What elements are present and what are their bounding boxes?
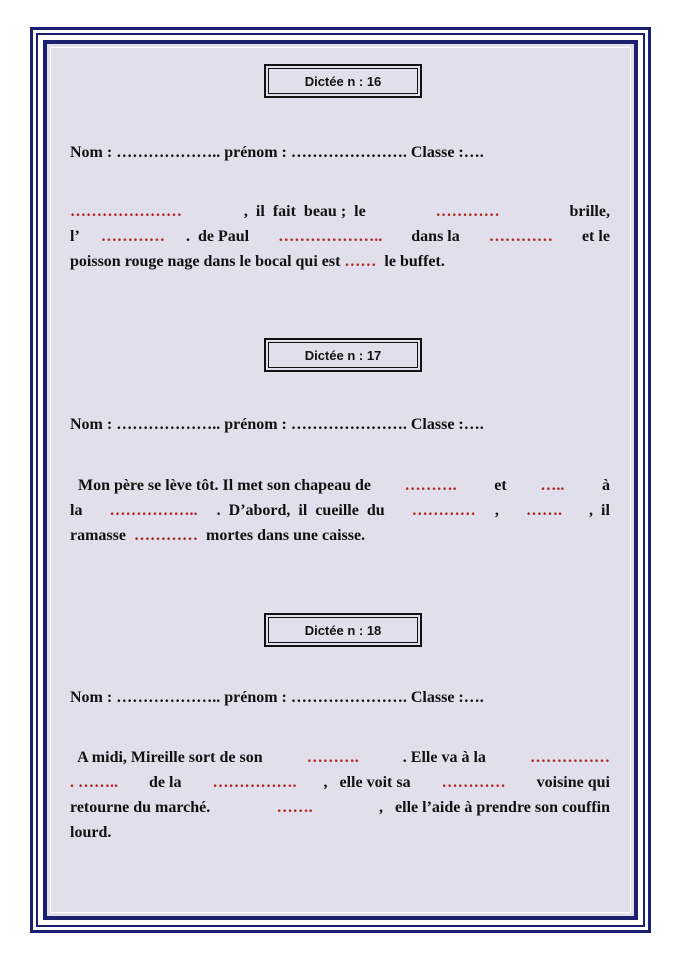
- dictee-18-title: Dictée n : 18: [268, 617, 418, 643]
- dictee-17-line-1: [70, 473, 610, 498]
- dictee-16-paragraph: [70, 199, 610, 274]
- dictee-18-line-1: [70, 745, 610, 770]
- dictee-17-line-2: [70, 498, 610, 523]
- dictation-text: ,: [494, 502, 507, 519]
- dictation-text: . de Paul: [185, 228, 258, 245]
- dictation-text: le buffet.: [376, 253, 445, 270]
- dictation-text: , elle voit sa: [319, 774, 419, 791]
- dictee-17-paragraph: [70, 473, 610, 548]
- dictation-text: et le: [573, 228, 610, 245]
- dictation-text: et: [486, 477, 511, 494]
- blank-gap: …………….: [212, 774, 297, 791]
- dictation-text: retourne du marché.: [70, 799, 215, 816]
- dictee-17-line-3: [70, 523, 610, 548]
- dictation-text: poisson rouge nage dans le bocal qui est: [70, 253, 345, 270]
- dictation-text: dans la: [403, 228, 468, 245]
- dictee-18-line-2: [70, 770, 610, 795]
- dictation-text: . D’abord, il cueille du: [216, 502, 393, 519]
- blank-gap: ……: [344, 253, 377, 270]
- blank-gap: ……………: [529, 749, 610, 766]
- blank-gap: …….: [525, 502, 562, 519]
- dictation-text: brille,: [561, 203, 610, 220]
- blank-gap: ……………..: [109, 502, 198, 519]
- dictation-text: lourd.: [70, 824, 112, 841]
- blank-gap: …………: [435, 203, 500, 220]
- dictee-16-line-3: [70, 249, 610, 274]
- dictation-text: ramasse: [70, 527, 134, 544]
- dictee-16-title-box: [264, 64, 422, 98]
- blank-gap: …………: [411, 502, 476, 519]
- dictee-16-line-1: [70, 199, 610, 224]
- dictation-text: de la: [141, 774, 190, 791]
- dictation-text: à: [594, 477, 610, 494]
- blank-gap: …………………: [70, 203, 182, 220]
- dictation-text: , elle l’aide à prendre son couffin: [375, 799, 610, 816]
- dictee-16-title: Dictée n : 16: [268, 68, 418, 94]
- dictation-text: la: [70, 502, 91, 519]
- blank-gap: ……….: [306, 749, 359, 766]
- dictee-17-name-line: Nom : ……………….. prénom : …………………. Classe :….: [70, 416, 484, 433]
- dictee-17-title: Dictée n : 17: [268, 342, 418, 368]
- dictee-16-line-2: [70, 224, 610, 249]
- blank-gap: ………………..: [278, 228, 383, 245]
- dictation-text: A midi, Mireille sort de son: [70, 749, 267, 766]
- dictee-18-line-4: [70, 820, 610, 845]
- blank-gap: …….: [276, 799, 313, 816]
- dictation-text: Mon père se lève tôt. Il met son chapeau de: [70, 477, 375, 494]
- dictee-17-title-box: [264, 338, 422, 372]
- blank-gap: …………: [100, 228, 165, 245]
- dictation-text: , il: [581, 502, 610, 519]
- dictee-18-paragraph: [70, 745, 610, 845]
- dictee-18-title-box: [264, 613, 422, 647]
- dictation-text: mortes dans une caisse.: [197, 527, 366, 544]
- dictee-18-name-line: Nom : ……………….. prénom : …………………. Classe :….: [70, 689, 484, 706]
- blank-gap: …..: [540, 477, 565, 494]
- dictation-text: . Elle va à la: [398, 749, 490, 766]
- dictee-18-line-3: [70, 795, 610, 820]
- dictee-16-name-line: Nom : ……………….. prénom : …………………. Classe :….: [70, 144, 484, 161]
- dictation-text: l’: [70, 228, 80, 245]
- dictation-text: , il fait beau ; le: [243, 203, 374, 220]
- blank-gap: …………: [488, 228, 553, 245]
- blank-gap: . ……..: [70, 774, 118, 791]
- blank-gap: ……….: [404, 477, 457, 494]
- dictation-text: voisine qui: [528, 774, 610, 791]
- blank-gap: …………: [133, 527, 198, 544]
- blank-gap: …………: [441, 774, 506, 791]
